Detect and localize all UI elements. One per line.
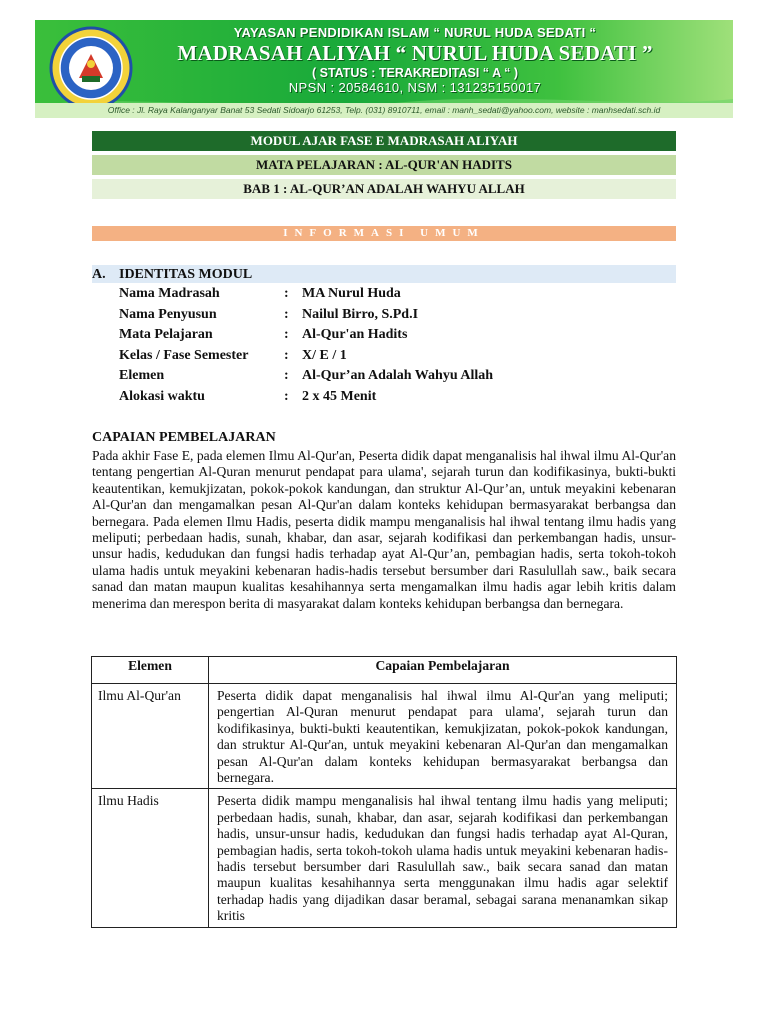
table-cell-elemen: Ilmu Hadis bbox=[92, 789, 209, 927]
identitas-list bbox=[119, 286, 679, 410]
capaian-heading: CAPAIAN PEMBELAJARAN bbox=[92, 430, 276, 445]
identitas-row bbox=[119, 327, 679, 348]
identitas-label: Kelas / Fase Semester bbox=[119, 347, 249, 363]
table-cell-capaian: Peserta didik mampu menganalisis hal ihwal tentang ilmu hadis yang meliputi; perbedaan hadis, sunah, khabar, dan asar, sejarah kodifikasi dan perkembangan hadis, unsur-unsur hadis, kedudukan dan fungsi hadis terhadap ayat Al-Quran, pembagian hadis, serta tokoh-tokoh ulama hadis untuk meyakini kebenaran hadis-hadis tersebut bersumber dari Rasulullah saw., baik secara sanad dan matan maupun kualitas kesahihannya serta menggunakan ilmu hadis agar selektif terhadap hadis yang dijadikan dasar beramal, sebagai sarana menanamkan sikap kritis bbox=[209, 789, 677, 927]
identitas-value: Nailul Birro, S.Pd.I bbox=[302, 306, 419, 322]
identitas-value: Al-Qur’an Adalah Wahyu Allah bbox=[302, 368, 494, 384]
capaian-paragraph: Pada akhir Fase E, pada elemen Ilmu Al-Qur'an, Peserta didik dapat menganalisis hal ihwal ilmu Al-Qur'an tentang pengertian Al-Quran menurut pendapat para ulama', sejarah turun dan kodifikasinya, bukti-bukti keautentikan, kemukjizatan, pokok-pokok kandungan, dan struktur Al-Qur’an, untuk meyakini kebenaran Al-Qur'an dan mengamalkan pesan Al-Qur'an dalam konteks kehidupan bermasyarakat berbangsa dan bernegara. Pada elemen Ilmu Hadis, peserta didik mampu menganalisis hal ihwal tentang ilmu hadis yang meliputi; perbedaan hadis, sunah, khabar, dan asar, sejarah kodifikasi dan perkembangan hadis, unsur-unsur hadis, kedudukan dan fungsi hadis terhadap ayat Al-Qur’an, pembagian hadis, serta tokoh-tokoh ulama hadis untuk meyakini kebenaran hadis-hadis tersebut bersumber dari Rasulullah saw., baik secara sanad dan matan maupun kualitas kesahihannya serta mengamalkan ilmu hadis agar lebih kritis dalam menerima dan merespon berita di masyarakat dalam konteks kehidupan berbangsa dan bernegara. bbox=[92, 448, 676, 611]
identitas-value: 2 x 45 Menit bbox=[302, 388, 377, 404]
colon: : bbox=[284, 347, 289, 363]
identitas-row bbox=[119, 348, 679, 369]
office-address: Office : Jl. Raya Kalanganyar Banat 53 Sedati Sidoarjo 61253, Telp. (031) 8910711, email : manh_sedati@yahoo.com, website : manhsedati.sch.id bbox=[35, 103, 733, 118]
table-header-row bbox=[92, 657, 677, 684]
identitas-row bbox=[119, 389, 679, 410]
identitas-label: Elemen bbox=[119, 368, 165, 384]
colon: : bbox=[284, 388, 289, 404]
info-heading: INFORMASI UMUM bbox=[92, 226, 676, 241]
identitas-row bbox=[119, 368, 679, 389]
npsn-nsm: NPSN : 20584610, NSM : 131235150017 bbox=[288, 80, 542, 95]
module-subject: MATA PELAJARAN : AL-QUR'AN HADITS bbox=[92, 155, 676, 175]
capaian-table bbox=[91, 656, 677, 928]
identitas-row bbox=[119, 286, 679, 307]
table-cell-elemen: Ilmu Al-Qur'an bbox=[92, 684, 209, 789]
identitas-label: Mata Pelajaran bbox=[119, 327, 213, 343]
accreditation-status: ( STATUS : TERAKREDITASI “ A “ ) bbox=[311, 66, 518, 80]
module-chapter: BAB 1 : AL-QUR’AN ADALAH WAHYU ALLAH bbox=[92, 179, 676, 199]
table-cell-capaian: Peserta didik dapat menganalisis hal ihwal ilmu Al-Qur'an yang meliputi; pengertian Al-Quran menurut pendapat para ulama', sejarah turun dan kodifikasinya, bukti-bukti keautentikan, kemukjizatan, pokok-pokok kandungan, dan struktur Al-Qur'an, untuk meyakini kebenaran Al-Qur'an dan mengamalkan pesan Al-Qur'an dalam konteks kehidupan bermasyarakat berbangsa dan bernegara. bbox=[209, 684, 677, 789]
section-number: A. bbox=[92, 267, 106, 282]
section-title: IDENTITAS MODUL bbox=[119, 267, 253, 282]
module-title: MODUL AJAR FASE E MADRASAH ALIYAH bbox=[92, 131, 676, 151]
identitas-label: Nama Madrasah bbox=[119, 286, 220, 301]
table-row bbox=[92, 684, 677, 789]
school-name: MADRASAH ALIYAH “ NURUL HUDA SEDATI ” bbox=[177, 41, 653, 65]
identitas-heading bbox=[92, 265, 676, 283]
school-logo-icon bbox=[49, 26, 133, 110]
identitas-row bbox=[119, 307, 679, 328]
colon: : bbox=[284, 327, 289, 343]
table-header-capaian: Capaian Pembelajaran bbox=[209, 657, 677, 684]
identitas-value: Al-Qur'an Hadits bbox=[302, 327, 408, 343]
identitas-value: MA Nurul Huda bbox=[302, 286, 401, 301]
identitas-label: Alokasi waktu bbox=[119, 388, 205, 404]
colon: : bbox=[284, 306, 289, 322]
identitas-label: Nama Penyusun bbox=[119, 306, 217, 322]
table-row bbox=[92, 789, 677, 927]
table-header-elemen: Elemen bbox=[92, 657, 209, 684]
colon: : bbox=[284, 368, 289, 384]
identitas-value: X/ E / 1 bbox=[302, 347, 347, 363]
colon: : bbox=[284, 286, 289, 301]
foundation-name: YAYASAN PENDIDIKAN ISLAM “ NURUL HUDA SEDATI “ bbox=[233, 25, 597, 40]
